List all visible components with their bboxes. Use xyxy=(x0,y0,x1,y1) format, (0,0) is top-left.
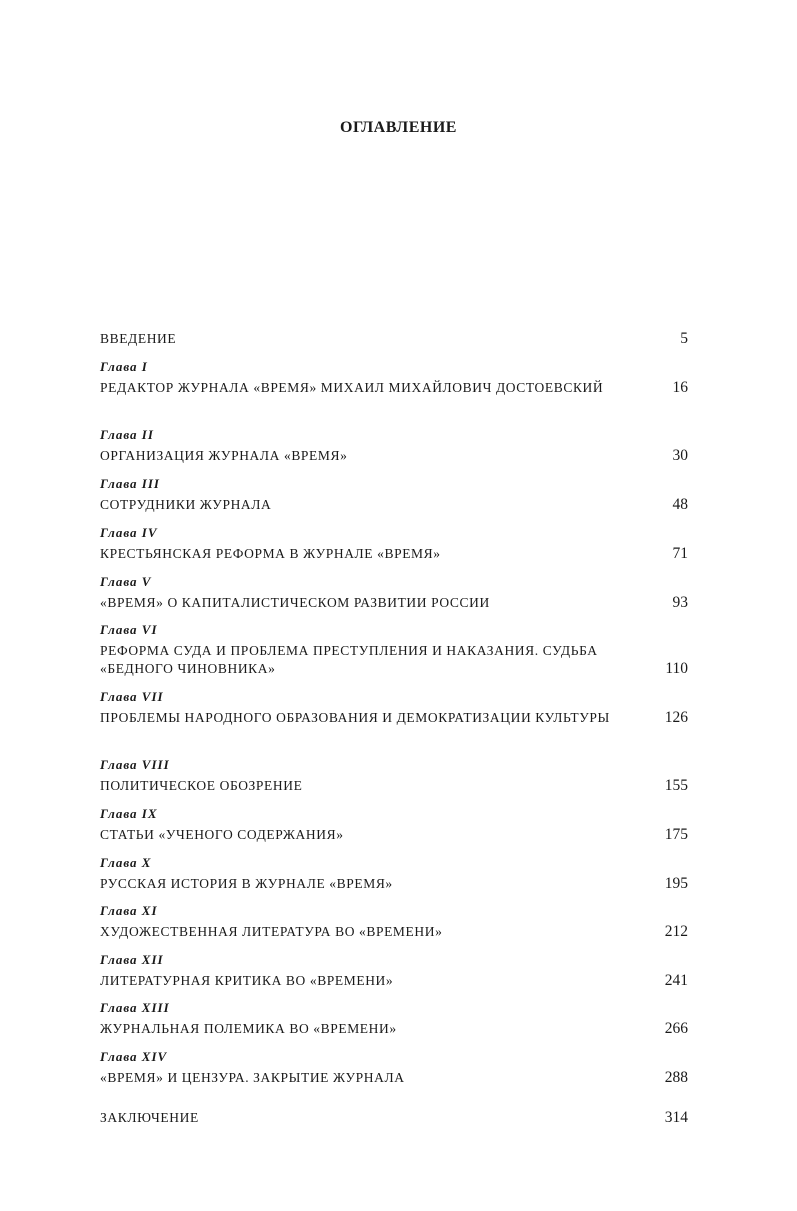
toc-entry-conclusion xyxy=(100,1109,690,1127)
toc-entry-title: ЖУРНАЛЬНАЯ ПОЛЕМИКА ВО «ВРЕМЕНИ» xyxy=(100,1021,397,1036)
toc-entry-chapter-2 xyxy=(100,427,690,465)
toc-chapter-label: Глава XII xyxy=(100,952,164,967)
toc-entry-page: 126 xyxy=(664,709,688,726)
toc-row xyxy=(100,972,690,990)
toc-entry-page: 155 xyxy=(664,777,688,794)
toc-entry-title: КРЕСТЬЯНСКАЯ РЕФОРМА В ЖУРНАЛЕ «ВРЕМЯ» xyxy=(100,546,441,561)
toc-entry-page: 71 xyxy=(672,545,688,562)
toc-entry-chapter-6 xyxy=(100,622,690,678)
toc-entry-chapter-4 xyxy=(100,525,690,563)
toc-entry-title: СТАТЬИ «УЧЕНОГО СОДЕРЖАНИЯ» xyxy=(100,827,344,842)
toc-chapter-label: Глава IV xyxy=(100,525,158,540)
toc-entry-page: 93 xyxy=(672,594,688,611)
toc-entry-chapter-12 xyxy=(100,952,690,990)
toc-chapter-label: Глава X xyxy=(100,855,152,870)
toc-entry-chapter-10 xyxy=(100,855,690,893)
toc-entry-page: 266 xyxy=(664,1020,688,1037)
toc-chapter-label: Глава IX xyxy=(100,806,158,821)
toc-row xyxy=(100,545,690,563)
toc-entry-page: 314 xyxy=(664,1109,688,1126)
toc-chapter-label: Глава VII xyxy=(100,689,164,704)
toc-row xyxy=(100,875,690,893)
toc-entry-page: 110 xyxy=(665,660,688,677)
toc-row xyxy=(100,1020,690,1038)
toc-entry-page: 212 xyxy=(664,923,688,940)
toc-entry-chapter-5 xyxy=(100,574,690,612)
toc-entry-title: ВВЕДЕНИЕ xyxy=(100,331,177,346)
toc-entry-introduction xyxy=(100,330,690,348)
toc-entry-page: 16 xyxy=(672,379,688,396)
toc-chapter-label: Глава II xyxy=(100,427,154,442)
toc-row xyxy=(100,594,690,612)
toc-entry-chapter-13 xyxy=(100,1000,690,1038)
toc-row xyxy=(100,447,690,465)
toc-entry-page: 30 xyxy=(672,447,688,464)
toc-entry-title: ОРГАНИЗАЦИЯ ЖУРНАЛА «ВРЕМЯ» xyxy=(100,448,348,463)
toc-entry-title: ЗАКЛЮЧЕНИЕ xyxy=(100,1110,199,1125)
toc-entry-title: ХУДОЖЕСТВЕННАЯ ЛИТЕРАТУРА ВО «ВРЕМЕНИ» xyxy=(100,924,443,939)
toc-entry-title: РЕДАКТОР ЖУРНАЛА «ВРЕМЯ» МИХАИЛ МИХАЙЛОВИЧ ДОСТОЕВСКИЙ xyxy=(100,380,604,395)
toc-chapter-label: Глава XIII xyxy=(100,1000,170,1015)
toc-entry-title: ПОЛИТИЧЕСКОЕ ОБОЗРЕНИЕ xyxy=(100,778,303,793)
toc-entry-page: 5 xyxy=(680,330,688,347)
toc-chapter-label: Глава VIII xyxy=(100,757,170,772)
toc-entry-title: РУССКАЯ ИСТОРИЯ В ЖУРНАЛЕ «ВРЕМЯ» xyxy=(100,876,393,891)
toc-chapter-label: Глава XI xyxy=(100,903,158,918)
toc-entry-page: 195 xyxy=(664,875,688,892)
toc-row xyxy=(100,1109,690,1127)
toc-row xyxy=(100,777,690,795)
toc-entry-chapter-8 xyxy=(100,757,690,795)
toc-chapter-label: Глава I xyxy=(100,359,148,374)
toc-row xyxy=(100,923,690,941)
toc-entry-page: 175 xyxy=(664,826,688,843)
toc-chapter-label: Глава V xyxy=(100,574,152,589)
toc-entry-title: «ВРЕМЯ» О КАПИТАЛИСТИЧЕСКОМ РАЗВИТИИ РОССИИ xyxy=(100,595,490,610)
toc-entry-chapter-3 xyxy=(100,476,690,514)
toc-row xyxy=(100,496,690,514)
toc-chapter-label: Глава VI xyxy=(100,622,158,637)
toc-entry-title: РЕФОРМА СУДА И ПРОБЛЕМА ПРЕСТУПЛЕНИЯ И НАКАЗАНИЯ. СУДЬБА «БЕДНОГО ЧИНОВНИКА» xyxy=(100,643,598,676)
toc-entry-chapter-7 xyxy=(100,689,690,727)
toc-entry-title: ЛИТЕРАТУРНАЯ КРИТИКА ВО «ВРЕМЕНИ» xyxy=(100,973,394,988)
toc-entry-page: 241 xyxy=(664,972,688,989)
toc-row xyxy=(100,642,690,678)
toc-chapter-label: Глава XIV xyxy=(100,1049,168,1064)
toc-row xyxy=(100,709,690,727)
toc-entry-page: 48 xyxy=(672,496,688,513)
toc-entry-chapter-14 xyxy=(100,1049,690,1087)
toc-row xyxy=(100,330,690,348)
toc-entry-page: 288 xyxy=(664,1069,688,1086)
toc-entry-chapter-11 xyxy=(100,903,690,941)
toc-entry-chapter-9 xyxy=(100,806,690,844)
toc-entry-chapter-1 xyxy=(100,359,690,397)
toc-entry-title: СОТРУДНИКИ ЖУРНАЛА xyxy=(100,497,272,512)
toc-row xyxy=(100,379,690,397)
page-title: ОГЛАВЛЕНИЕ xyxy=(340,119,457,136)
toc-row xyxy=(100,1069,690,1087)
toc-chapter-label: Глава III xyxy=(100,476,160,491)
toc-entry-title: ПРОБЛЕМЫ НАРОДНОГО ОБРАЗОВАНИЯ И ДЕМОКРАТИЗАЦИИ КУЛЬТУРЫ xyxy=(100,710,610,725)
toc-row xyxy=(100,826,690,844)
toc-entry-title: «ВРЕМЯ» И ЦЕНЗУРА. ЗАКРЫТИЕ ЖУРНАЛА xyxy=(100,1070,405,1085)
